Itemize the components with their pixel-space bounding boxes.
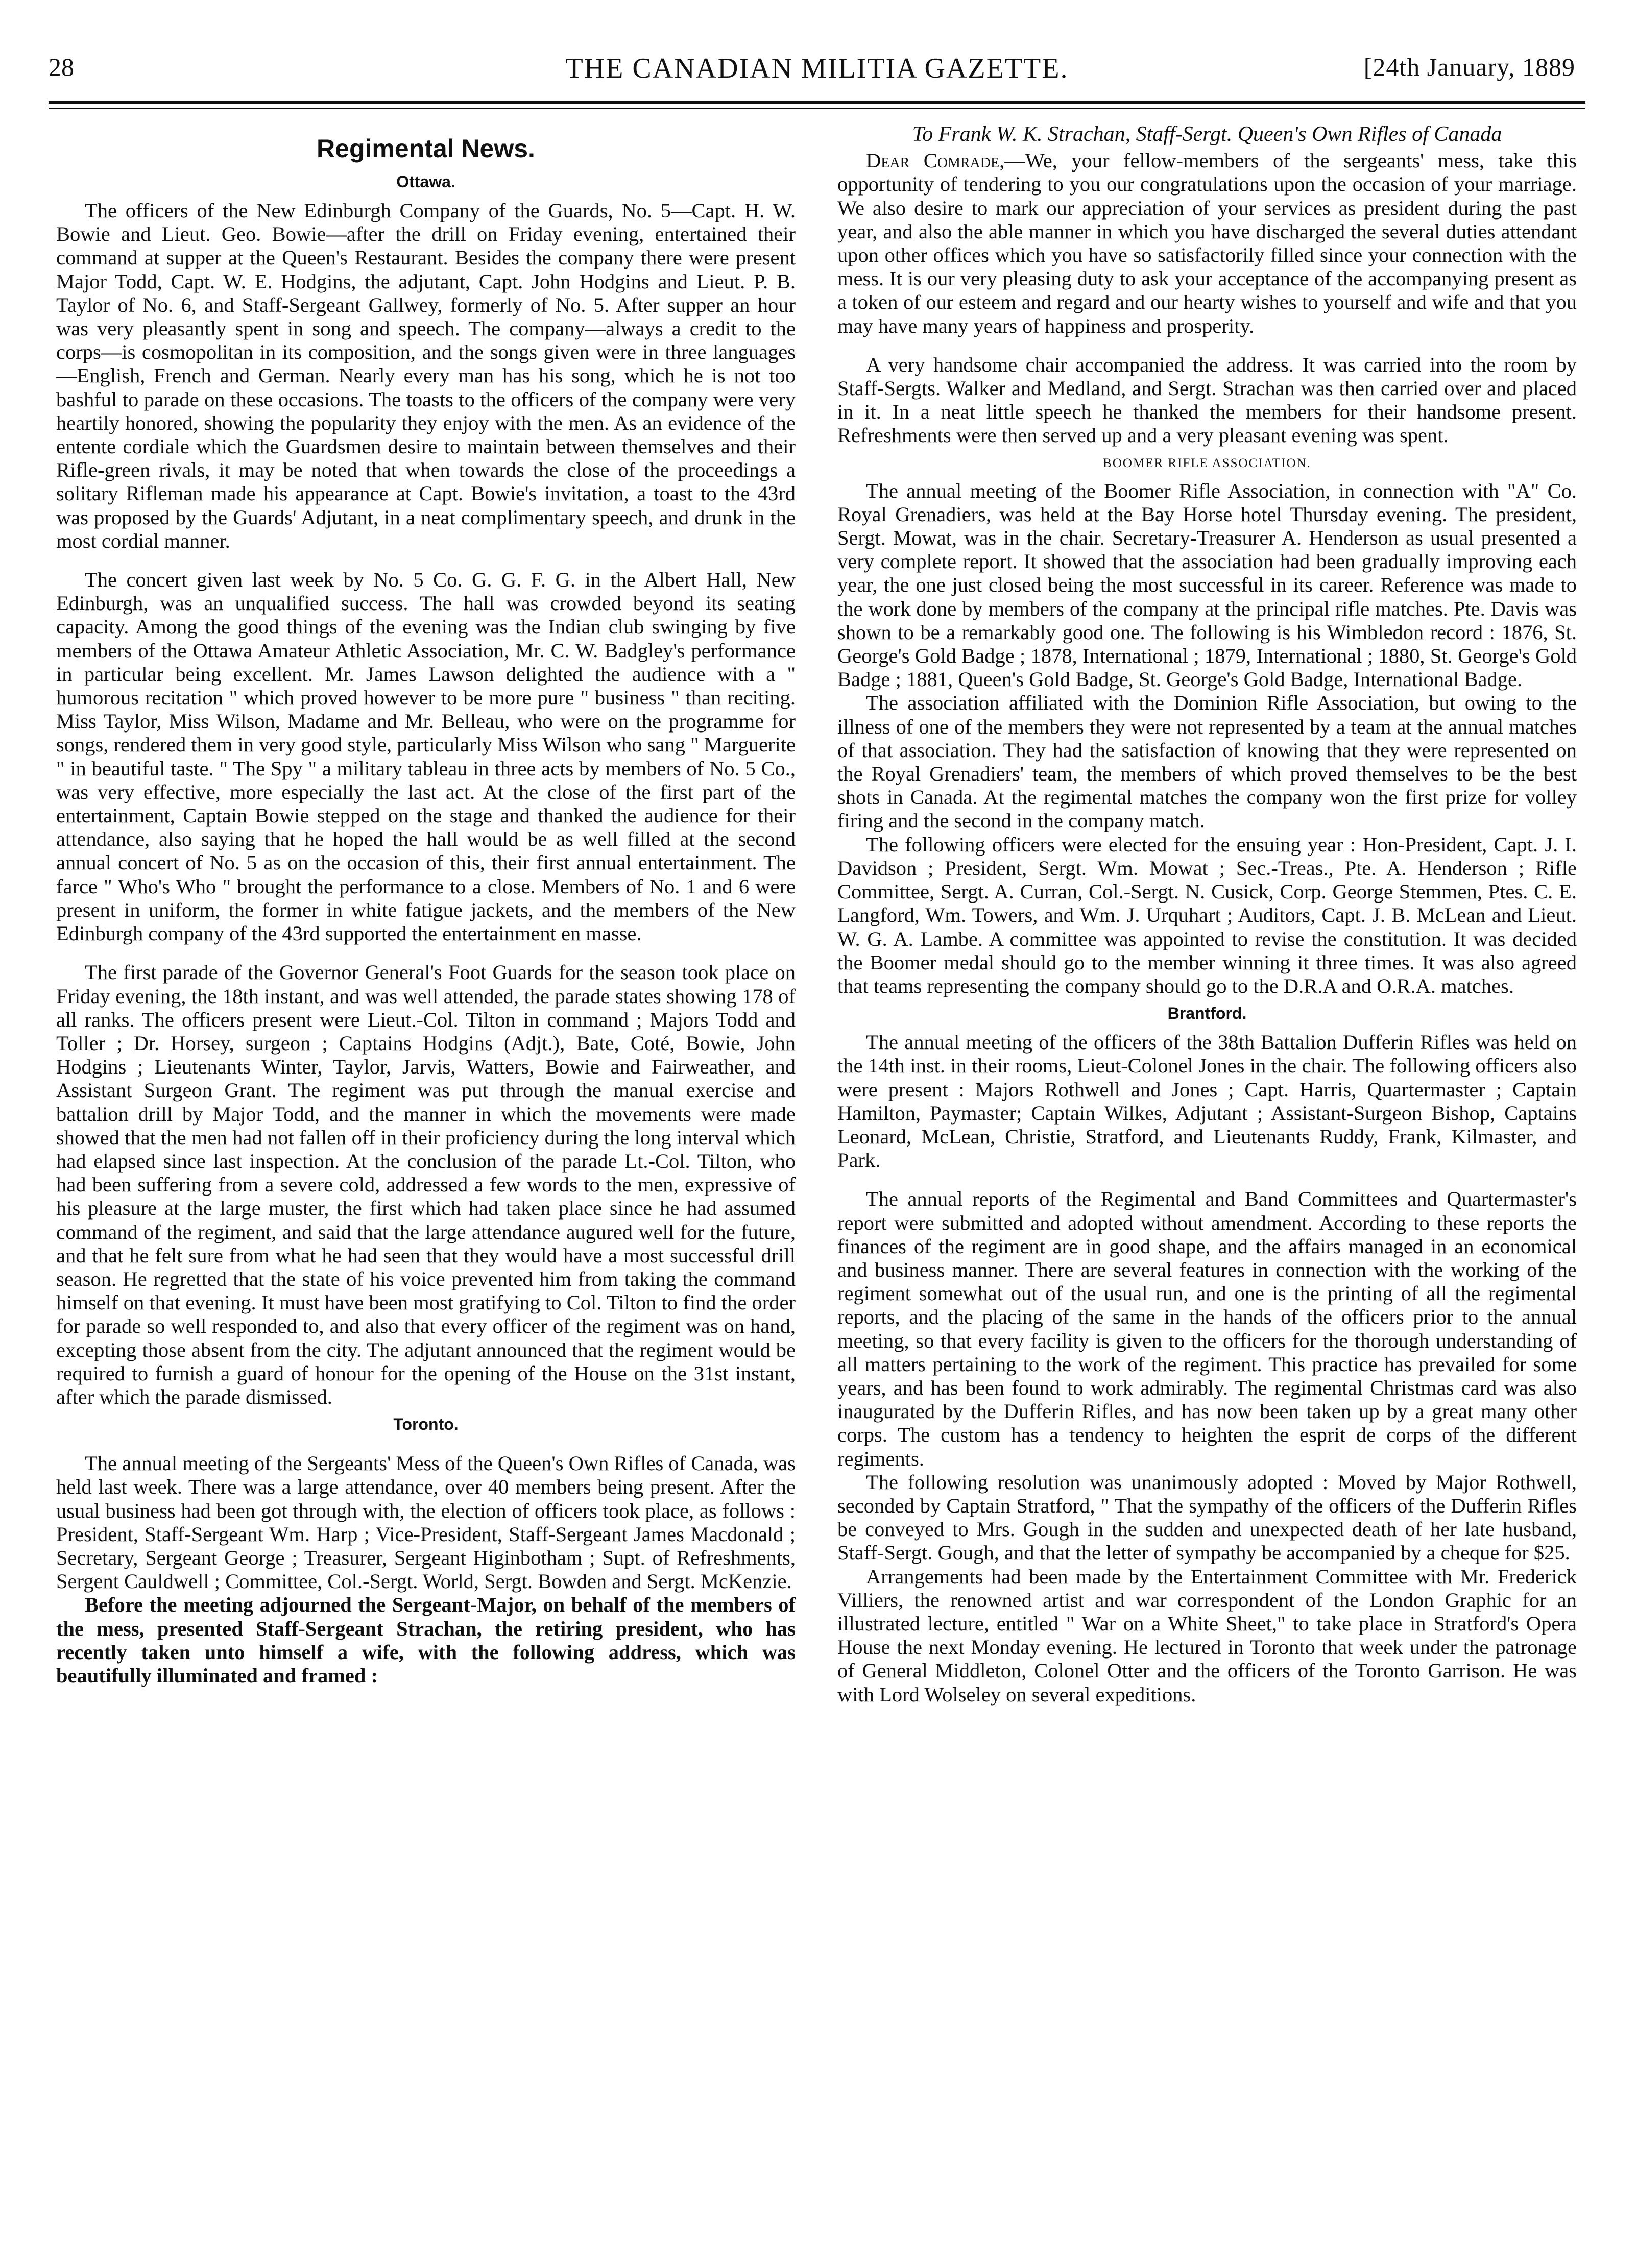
masthead-title: THE CANADIAN MILITIA GAZETTE. <box>565 53 1069 84</box>
brantford-paragraph-1: The annual meeting of the officers of the 38th Battalion Dufferin Rifles was held on the 14th inst. in their rooms, Lieut-Colonel Jones in the chair. The following officers also were present : Majors Rothwell and Jones ; Capt. Harris, Quartermaster ; Captain Hamilton, Paymaster; Captain Wilkes, Adjutant ; Assistant-Surgeon Bishop, Captains Leonard, McLean, Christie, Stratford, and Lieutenants Ruddy, Frank, Kilmaster, and Park. <box>837 1031 1577 1172</box>
boomer-paragraph-1: The annual meeting of the Boomer Rifle Association, in connection with "A" Co. Royal Grenadiers, was held at the Bay Horse hotel Thursday evening. The president, Sergt. Mowat, was in the chair. Secretary-Treasurer A. Henderson as usual presented a very complete report. It showed that the association had been gradually improving each year, the one just closed being the most successful in its career. Reference was made to the work done by members of the company at the principal rifle matches. Pte. Davis was shown to be a remarkably good one. The following is his Wimbledon record : 1876, St. George's Gold Badge ; 1878, International ; 1879, International ; 1880, St. George's Gold Badge ; 1881, Queen's Gold Badge, St. George's Gold Badge, International Badge. <box>837 479 1577 691</box>
brantford-paragraph-3: The following resolution was unanimously adopted : Moved by Major Rothwell, seconded by Captain Stratford, " That the sympathy of the officers of the Dufferin Rifles be conveyed to Mrs. Gough in the sudden and unexpected death of her late husband, Staff-Sergt. Gough, and that the letter of sympathy be accompanied by a cheque for $25. <box>837 1470 1577 1565</box>
issue-date: [24th January, 1889 <box>1363 53 1575 81</box>
toronto-heading: Toronto. <box>393 1415 459 1434</box>
address-salutation: Dear Comrade, <box>866 149 1005 173</box>
header-rule-thick <box>49 101 1585 104</box>
page-header <box>49 52 1585 88</box>
section-title: Regimental News. <box>317 134 535 163</box>
toronto-paragraph-4: A very handsome chair accompanied the address. It was carried into the room by Staff-Sergts. Walker and Medland, and Sergt. Strachan was then carried over and placed in it. In a neat little speech he thanked the members for their handsome present. Refreshments were then served up and a very pleasant evening was spent. <box>837 353 1577 447</box>
ottawa-paragraph-1: The officers of the New Edinburgh Company of the Guards, No. 5—Capt. H. W. Bowie and Lieut. Geo. Bowie—after the drill on Friday evening, entertained their command at supper at the Queen's Restaurant. Besides the company there were present Major Todd, Capt. W. E. Hodgins, the adjutant, Capt. John Hodgins and Lieut. P. B. Taylor of No. 6, and Staff-Sergeant Gallwey, formerly of No. 5. After supper an hour was very pleasantly spent in song and speech. The company—always a credit to the corps—is cosmopolitan in its composition, and the songs given were in three languages—English, French and German. Nearly every man has his song, which he is not too bashful to parade on these occasions. The toasts to the officers of the company were very heartily honored, showing the popularity they enjoy with the men. As an evidence of the entente cordiale which the Guardsmen desire to maintain between themselves and their Rifle-green rivals, it may be noted that when towards the close of the proceedings a solitary Rifleman made his appearance at Capt. Bowie's invitation, a toast to the 43rd was proposed by the Guards' Adjutant, in a neat complimentary speech, and drunk in the most cordial manner. <box>56 199 796 552</box>
left-column <box>56 123 796 1688</box>
boomer-heading: BOOMER RIFLE ASSOCIATION. <box>1103 456 1311 470</box>
address-body <box>837 149 1577 338</box>
header-rule-thin <box>49 108 1585 109</box>
toronto-paragraph-2: Before the meeting adjourned the Sergeant-Major, on behalf of the members of the mess, presented Staff-Sergeant Strachan, the retiring president, who has recently taken unto himself a wife, with the following address, which was beautifully illuminated and framed : <box>56 1593 796 1687</box>
address-recipient: To Frank W. K. Strachan, Staff-Sergt. Queen's Own Rifles of Canada <box>912 123 1502 146</box>
right-column <box>837 123 1577 1706</box>
brantford-heading: Brantford. <box>1167 1004 1247 1023</box>
boomer-paragraph-2: The association affiliated with the Dominion Rifle Association, but owing to the illness of one of the members they were not represented by a team at the annual matches of that association. They had the satisfaction of knowing that they were represented on the Royal Grenadiers' team, the members of which proved themselves to be the best shots in Canada. At the regimental matches the company won the first prize for volley firing and the second in the company match. <box>837 691 1577 833</box>
page-number: 28 <box>49 53 74 81</box>
boomer-paragraph-3: The following officers were elected for the ensuing year : Hon-President, Capt. J. I. Davidson ; President, Sergt. Wm. Mowat ; Sec.-Treas., Pte. A. Henderson ; Rifle Committee, Sergt. A. Curran, Col.-Sergt. N. Cusick, Corp. George Stemmen, Ptes. C. E. Langford, Wm. Towers, and Wm. J. Urquhart ; Auditors, Capt. J. B. McLean and Lieut. W. G. A. Lambe. A committee was appointed to revise the constitution. It was decided the Boomer medal should go to the member winning it three times. It was also agreed that teams representing the company should go to the D.R.A and O.R.A. matches. <box>837 833 1577 997</box>
brantford-paragraph-2: The annual reports of the Regimental and Band Committees and Quartermaster's report were submitted and adopted without amendment. According to these reports the finances of the regiment are in good shape, and the affairs managed in an economical and business manner. There are several features in connection with the working of the regiment somewhat out of the usual run, and one is the printing of all the regimental reports, and the placing of the same in the hands of the officers prior to the annual meeting, so that every facility is given to the officers for the thorough understanding of all matters pertaining to the work of the regiment. This practice has prevailed for some years, and has been found to work admirably. The regimental Christmas card was also inaugurated by the Dufferin Rifles, and has now been taken up by a great many other corps. The custom has a tendency to heighten the esprit de corps of the different regiments. <box>837 1187 1577 1470</box>
ottawa-heading: Ottawa. <box>396 173 455 191</box>
ottawa-paragraph-3: The first parade of the Governor General's Foot Guards for the season took place on Friday evening, the 18th instant, and was well attended, the parade states showing 178 of all ranks. The officers present were Lieut.-Col. Tilton in command ; Majors Todd and Toller ; Dr. Horsey, surgeon ; Captains Hodgins (Adjt.), Bate, Coté, Bowie, John Hodgins ; Lieutenants Winter, Taylor, Jarvis, Watters, Bowie and Fairweather, and Assistant Surgeon Grant. The regiment was put through the manual exercise and battalion drill by Major Todd, and the manner in which the movements were made showed that the men had not fallen off in their proficiency during the long interval which had elapsed since last inspection. At the conclusion of the parade Lt.-Col. Tilton, who had been suffering from a severe cold, addressed a few words to the men, expressive of his pleasure at the large muster, the first which had taken place since he had assumed command of the regiment, and said that the large attendance augured well for the future, and that he felt sure from what he had seen that they would have a most successful drill season. He regretted that the state of his voice prevented him from taking the command himself on that evening. It must have been most gratifying to Col. Tilton to find the order for parade so well responded to, and also that every officer of the regiment was on hand, excepting those absent from the city. The adjutant announced that the regiment would be required to furnish a guard of honour for the opening of the House on the 31st instant, after which the parade dismissed. <box>56 961 796 1408</box>
ottawa-paragraph-2: The concert given last week by No. 5 Co. G. G. F. G. in the Albert Hall, New Edinburgh, was an unqualified success. The hall was crowded beyond its seating capacity. Among the good things of the evening was the Indian club swinging by five members of the Ottawa Amateur Athletic Association, Mr. C. W. Badgley's performance in particular being excellent. Mr. James Lawson delighted the audience with a " humorous recitation " which proved however to be more pure " business " than reciting. Miss Taylor, Miss Wilson, Madame and Mr. Belleau, who were on the programme for songs, rendered them in very good style, particularly Miss Wilson who sang " Marguerite " in beautiful taste. " The Spy " a military tableau in three acts by members of No. 5 Co., was very effective, more especially the last act. At the close of the first part of the entertainment, Captain Bowie stepped on the stage and thanked the audience for their attendance, also saying that he hoped the hall would be as well filled at the second annual concert of No. 5 as on the occasion of this, their first annual entertainment. The farce " Who's Who " brought the performance to a close. Members of No. 1 and 6 were present in uniform, the former in white fatigue jackets, and the members of the New Edinburgh company of the 43rd supported the entertainment en masse. <box>56 568 796 945</box>
address-text: —We, your fellow-members of the sergeants' mess, take this opportunity of tendering to you our congratulations upon the occasion of your marriage. We also desire to mark our appreciation of your services as president during the past year, and also the able manner in which you have discharged the several duties attendant upon other offices which you have so satisfactorily filled since your connection with the mess. It is our very pleasing duty to ask your acceptance of the accompanying present as a token of our esteem and regard and our hearty wishes to yourself and wife and that you may have many years of happiness and prosperity. <box>837 149 1577 337</box>
brantford-paragraph-4: Arrangements had been made by the Entertainment Committee with Mr. Frederick Villiers, the renowned artist and war correspondent of the London Graphic for an illustrated lecture, entitled " War on a White Sheet," to take place in Stratford's Opera House the next Monday evening. He lectured in Toronto that week under the patronage of General Middleton, Colonel Otter and the officers of the Toronto Garrison. He was with Lord Wolseley on several expeditions. <box>837 1565 1577 1706</box>
toronto-paragraph-1: The annual meeting of the Sergeants' Mess of the Queen's Own Rifles of Canada, was held last week. There was a large attendance, over 40 members being present. After the usual business had been got through with, the election of officers took place, as follows : President, Staff-Sergeant Wm. Harp ; Vice-President, Staff-Sergeant James Macdonald ; Secretary, Sergeant George ; Treasurer, Sergeant Higinbotham ; Supt. of Refreshments, Sergent Cauldwell ; Committee, Col.-Sergt. World, Sergt. Bowden and Sergt. McKenzie. <box>56 1452 796 1593</box>
